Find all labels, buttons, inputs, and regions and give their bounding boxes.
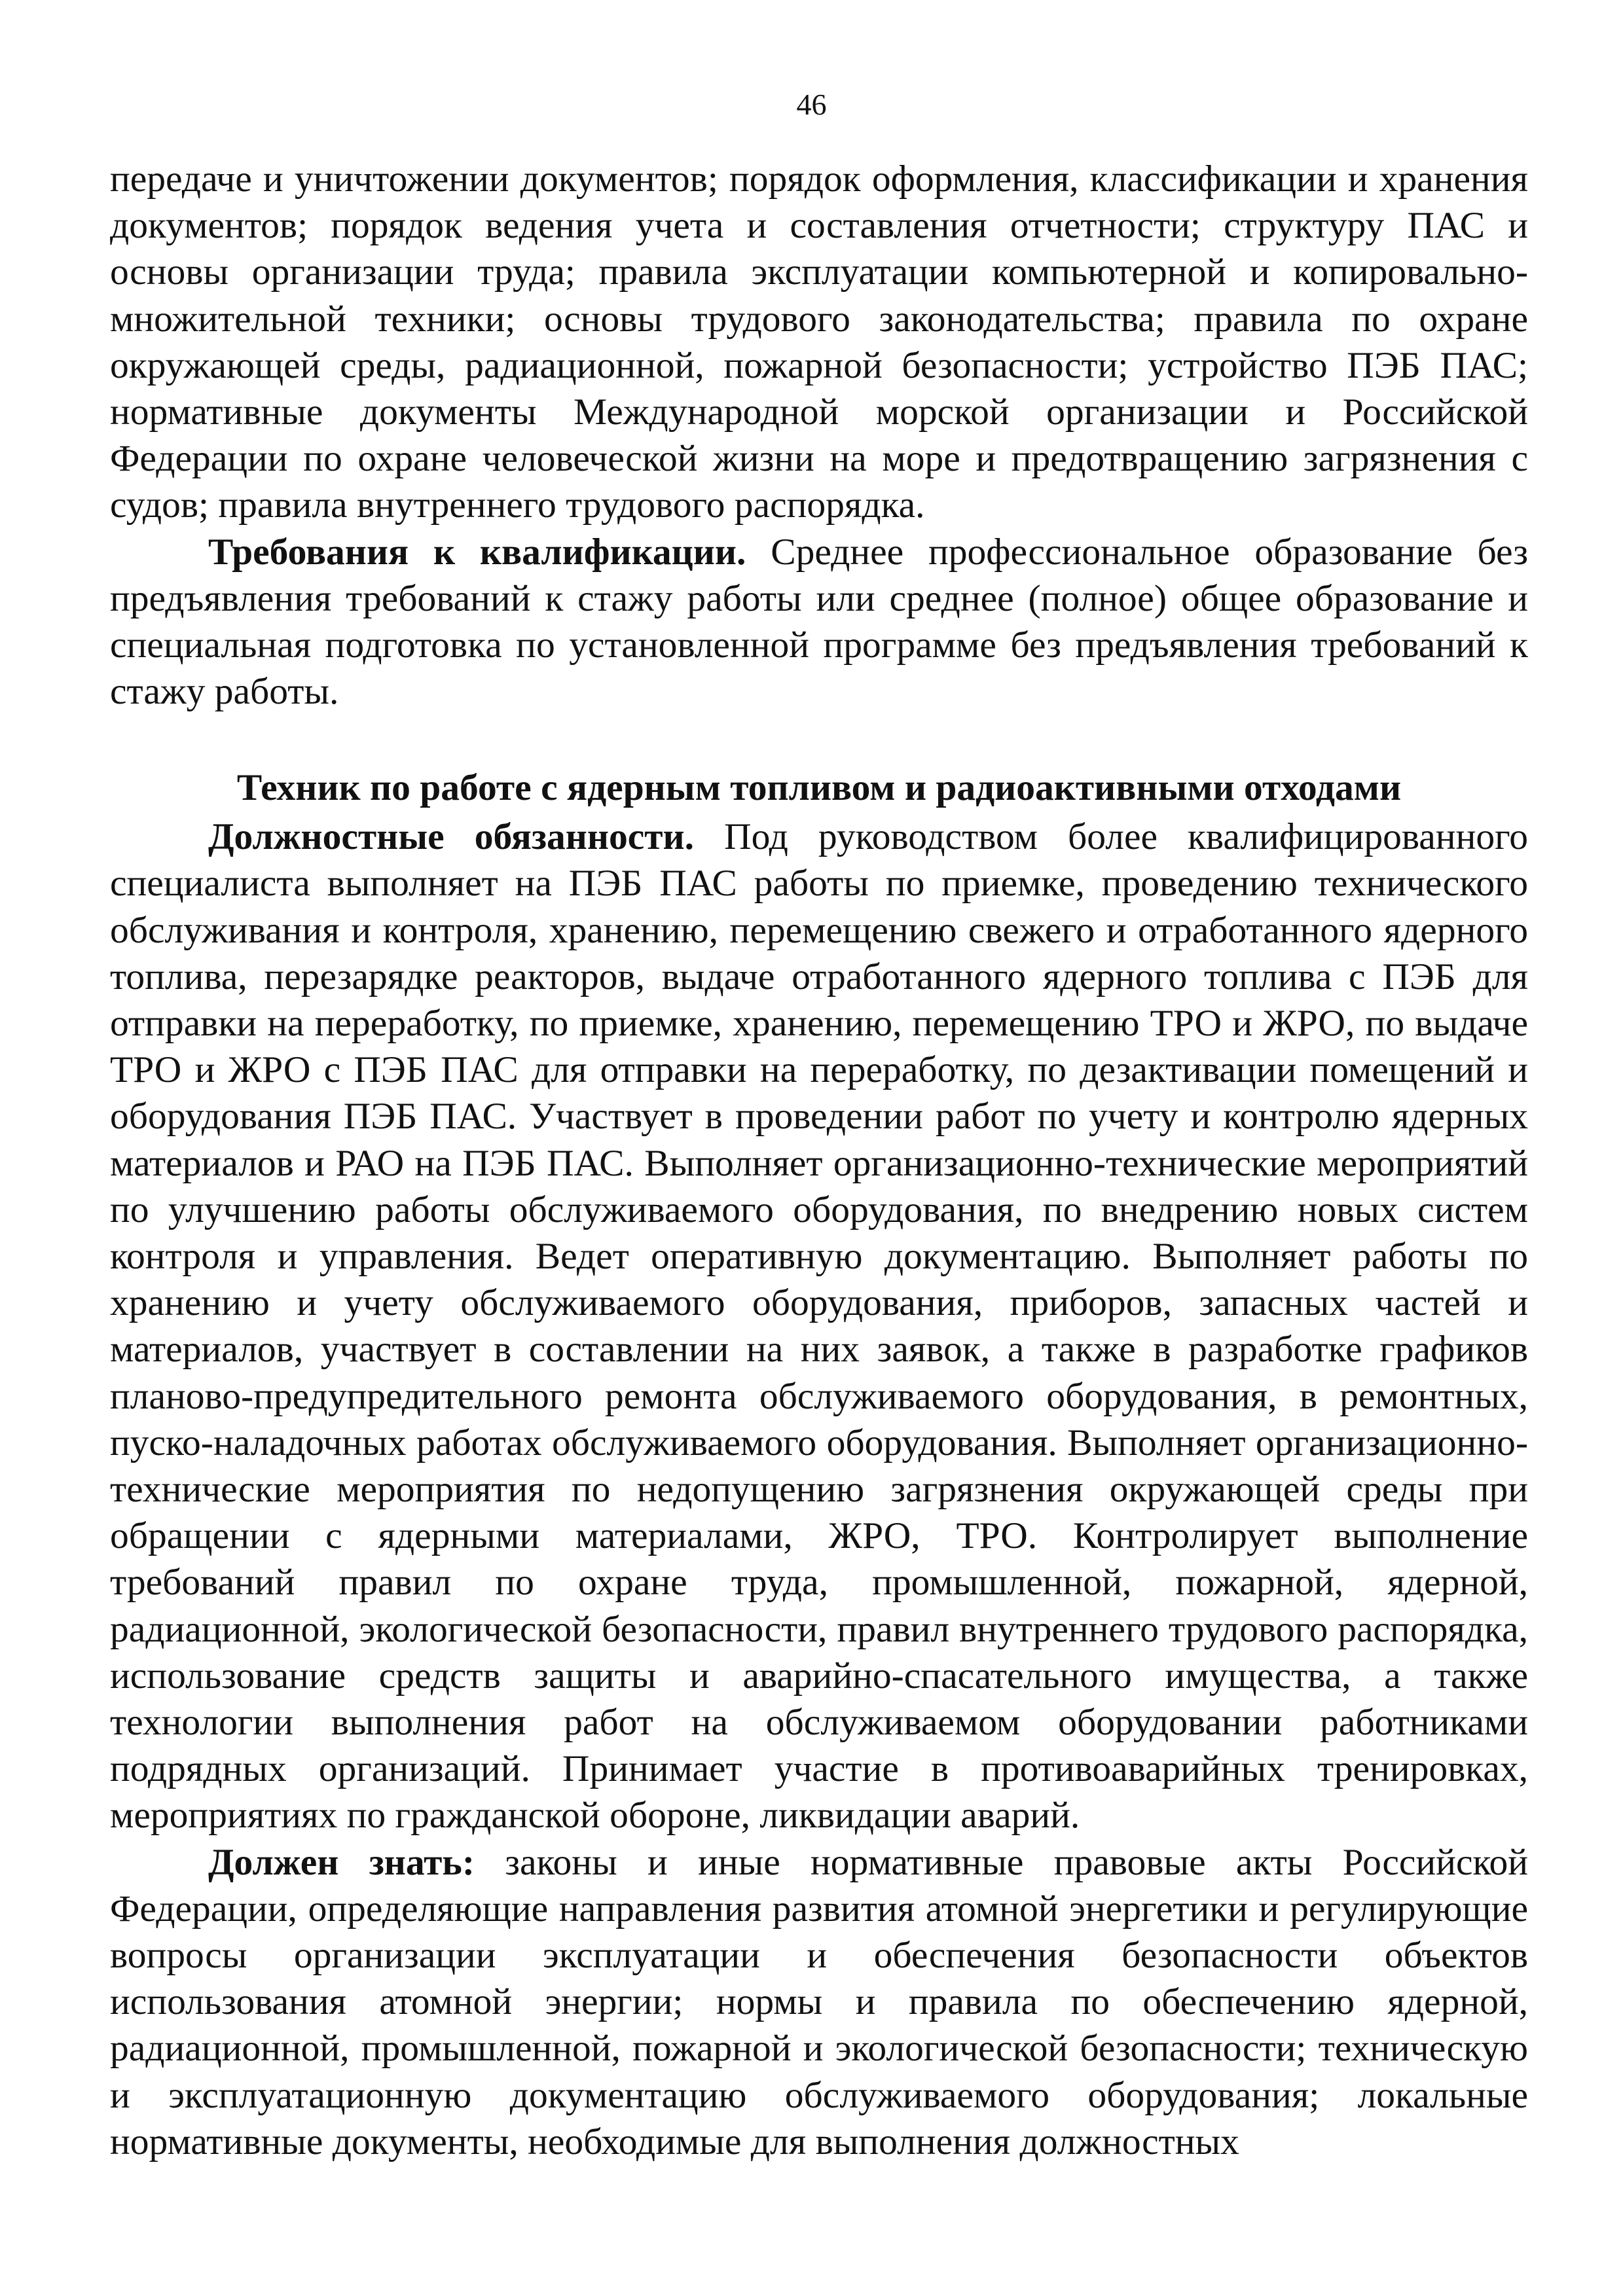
must-know-label: Должен знать: [208,1841,475,1883]
continuation-paragraph: передаче и уничтожении документов; порядок оформления, классификации и хранения документов; порядок ведения учета и составления отчетности; структуру ПАС и основы организации труда; правила эксплуатации компьютерной и копировально-множительной техники; основы трудового законодательства; правила по охране окружающей среды, радиационной, пожарной безопасности; устройство ПЭБ ПАС; нормативные документы Международной морской организации и Российской Федерации по охране человеческой жизни на море и предотвращению загрязнения с судов; правила внутреннего трудового распорядка. [110,158,1528,526]
position-section [110,764,1528,2165]
page-number: 46 [796,88,827,121]
qualification-label: Требования к квалификации. [208,531,746,573]
position-title: Техник по работе с ядерным топливом и радиоактивными отходами [236,767,1402,808]
duties-paragraph [110,814,1528,1839]
qualification-text: Среднее профессиональное образование без предъявления требований к стажу работы или среднее (полное) общее образование и специальная подготовка по установленной программе без предъявления требований к стажу работы. [110,531,1528,713]
duties-text: Под руководством более квалифицированного специалиста выполняет на ПЭБ ПАС работы по приемке, проведению технического обслуживания и контроля, хранению, перемещению свежего и отработанного ядерного топлива, перезарядке реакторов, выдаче отработанного ядерного топлива с ПЭБ для отправки на переработку, по приемке, хранению, перемещению ТРО и ЖРО, по выдаче ТРО и ЖРО с ПЭБ ПАС для отправки на переработку, по дезактивации помещений и оборудования ПЭБ ПАС. Участвует в проведении работ по учету и контролю ядерных материалов и РАО на ПЭБ ПАС. Выполняет организационно-технические мероприятий по улучшению работы обслуживаемого оборудования, по внедрению новых систем контроля и управления. Ведет оперативную документацию. Выполняет работы по хранению и учету обслуживаемого оборудования, приборов, запасных частей и материалов, участвует в составлении на них заявок, а также в разработке графиков планово-предупредительного ремонта обслуживаемого оборудования, в ремонтных, пуско-наладочных работах обслуживаемого оборудования. Выполняет организационно-технические мероприятия по недопущению загрязнения окружающей среды при обращении с ядерными материалами, ЖРО, ТРО. Контролирует выполнение требований правил по охране труда, промышленной, пожарной, ядерной, радиационной, экологической безопасности, правил внутреннего трудового распорядка, использование средств защиты и аварийно-спасательного имущества, а также технологии выполнения работ на обслуживаемом оборудовании работниками подрядных организаций. Принимает участие в противоаварийных тренировках, мероприятиях по гражданской обороне, ликвидации аварий. [110,816,1528,1837]
must-know-paragraph [110,1839,1528,2165]
duties-label: Должностные обязанности. [208,816,695,858]
intro-section [110,156,1528,715]
qualification-paragraph [110,529,1528,715]
must-know-text: законы и иные нормативные правовые акты Российской Федерации, определяющие направления развития атомной энергетики и регулирующие вопросы организации эксплуатации и обеспечения безопасности объектов использования атомной энергии; нормы и правила по обеспечению ядерной, радиационной, промышленной, пожарной и экологической безопасности; техническую и эксплуатационную документацию обслуживаемого оборудования; локальные нормативные документы, необходимые для выполнения должностных [110,1841,1528,2162]
